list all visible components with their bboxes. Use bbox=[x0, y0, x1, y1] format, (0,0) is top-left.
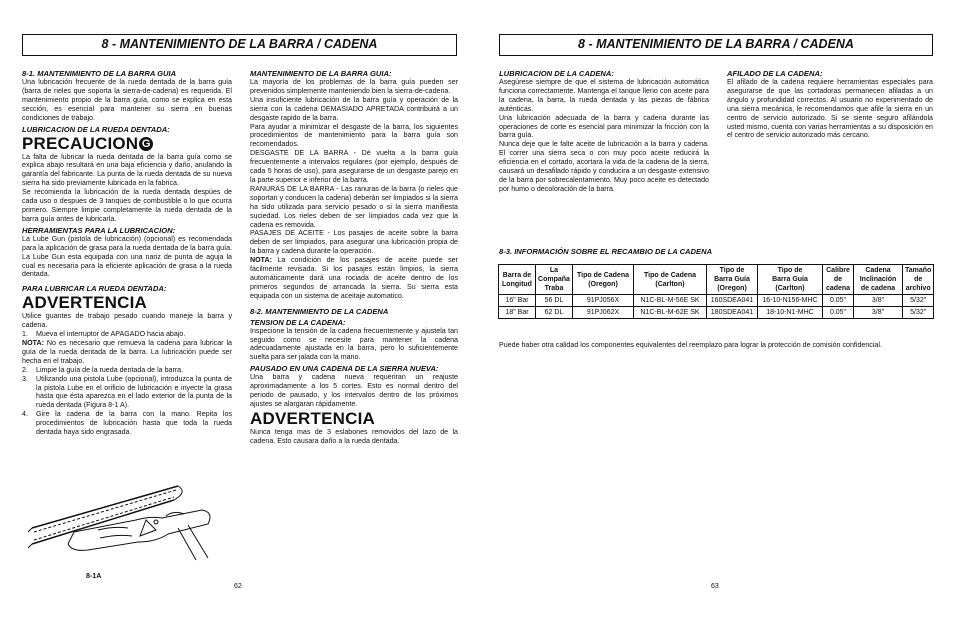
paragraph: Una lubricación frecuente de la rueda dentada de la barra guía (barra de rieles que soporta la sierra-de-cadena) es requerida. El mantenimiento propio de la barra guía, como se explica en esta sección, es esencial para mantener su sierra en buenas condiciones de trabajo. bbox=[22, 78, 232, 122]
right-column-1 bbox=[499, 67, 709, 194]
page-number: 63 bbox=[711, 583, 719, 590]
paragraph: Una lubricación adecuada de la barra y cadena durante las operaciones de corte es esencial para minimizar la fricción con la barra guía. bbox=[499, 113, 709, 140]
caution-badge-icon: G bbox=[139, 137, 153, 151]
column-header: Tipo de Cadena (Oregon) bbox=[573, 265, 634, 295]
column-header: Cadena Inclinación de cadena bbox=[854, 265, 903, 295]
paragraph: La falta de lubricar la rueda dentada de la barra guía como se explica abajo resultará en una baja eficiencia y daño, anulando la garantía del fabricante. La punta de la rueda dentada de su nueva sierra ha sido previamente lubricada en la fabrica. bbox=[22, 152, 232, 188]
paragraph: Inspecione la tensión de la cadena frecuentemente y ajustela tan seguido como se necesite para mantener la cadena adecuadamente ajustada en la barra, pero lo suficientemente suelta para ser jalada con la mano. bbox=[250, 326, 458, 362]
column-header: Tipo de Barra Guía (Oregon) bbox=[707, 265, 758, 295]
table-row bbox=[499, 307, 934, 319]
step-3: 3. Utilizando una pistola Lube (opcional), introduzca la punta de la pistola Lube en el orificio de lubricación e inyecte la grasa hasta que ésta aparezca en el lado exterior de la punta de la rueda dentada (Figura 8-1 A). bbox=[22, 374, 232, 410]
heading-to-lubricate: PARA LUBRICAR LA RUEDA DENTADA: bbox=[22, 284, 167, 294]
column-header: Tipo de Barra Guía (Carlton) bbox=[758, 265, 823, 295]
replacement-table-wrap bbox=[498, 264, 934, 319]
table-cell: 3/8" bbox=[854, 295, 903, 307]
column-header: La Compaña Traba bbox=[536, 265, 573, 295]
heading-sprocket-lubrication: LUBRICACION DE LA RUEDA DENTADA: bbox=[22, 124, 170, 134]
paragraph: Para ayudar a minimizar el desgaste de la barra, los siguientes procedimientos de mantenimiento para la barra guía son recomendados. bbox=[250, 122, 458, 149]
table-row bbox=[499, 295, 934, 307]
paragraph: Nunca deje que le falte aceite de lubricación a la barra y cadena. El correr una sierra seca o con muy poco aceite reducirá la eficiencia en el cortado, acortara la vida de la cadena de la sierra, causará un desafilado rápido y conducira a un desgaste extensivo de la barra por sobrecalentamiento. Muy poco aceite es detectado por humo o decoloración de la barra. bbox=[499, 140, 709, 193]
section-header: 8 - MANTENIMIENTO DE LA BARRA / CADENA bbox=[499, 34, 933, 56]
step-2: 2. Limpie la guía de la rueda dentada de la barra. bbox=[22, 365, 184, 374]
paragraph: Nunca tenga mas de 3 eslabones removidos del lazo de la cadena. Esto causara daño a la rueda dentada. bbox=[250, 427, 458, 445]
column-header: Tipo de Cadena (Carlton) bbox=[634, 265, 707, 295]
heading-chain-sharpening: AFILADO DE LA CADENA: bbox=[727, 69, 823, 78]
footnote: Puede haber otra calidad los componentes equivalentes del reemplazo para lograr la protección de comisión confidencial. bbox=[499, 341, 882, 349]
note: NOTA: No es necesario que remueva la cadena para lubricar la guía de la rueda dentada de la barra. La lubricación puede ser hecha en el trabajo. bbox=[22, 339, 232, 365]
paragraph: Utilice guantes de trabajo pesado cuando maneje la barra y cadena. bbox=[22, 312, 232, 330]
paragraph: El afilado de la cadena requiere herramientas especiales para asegurarse de que las cortadoras permanecen afiladas a un ángulo y profundidad correctos. Al usuario no experimentado de una sierra mecánica, le recomendamos que afile la sierra en un centro de servicio autorizado. Si se siente seguro afilándola usted mismo, cuenta con varias herramientas a su disposición en el centro de servicio autorizado más cercano. bbox=[727, 78, 933, 140]
paragraph: RANURAS DE LA BARRA - Las ranuras de la barra (o rieles que soportan y conducen la cadena) deberán ser limpiados si la sierra ha sido utilizada para servicio pesado o si la sierra manifiesta suciedad. Los rieles deben de ser limpiados cada vez que la cadena es removida. bbox=[250, 184, 458, 229]
heading-break-in: PAUSADO EN UNA CADENA DE LA SIERRA NUEVA: bbox=[250, 364, 439, 374]
replacement-table bbox=[498, 264, 934, 319]
paragraph: La mayoría de los problemas de la barra guía pueden ser prevenidos simplemente manteniendo bien la sierra-de-cadena. bbox=[250, 78, 458, 95]
table-header-row bbox=[499, 265, 934, 295]
table-cell: 18-10-N1-MHC bbox=[758, 307, 823, 319]
note: NOTA: La condición de los pasajes de aceite puede ser fácilmente revisada. Si los pasajes están limpios, la sierra automáticamente dará una rociada de aceite dentro de los primeros segundos de arrancada la sierra. Su sierra esta equipada con un sistema de aceitaje automatico. bbox=[250, 256, 458, 300]
caution-label: PRECAUCION bbox=[22, 133, 139, 153]
heading-chain-lubrication: LUBRICACION DE LA CADENA: bbox=[499, 69, 614, 78]
table-cell: 56 DL bbox=[536, 295, 573, 307]
warning-heading: ADVERTENCIA bbox=[250, 408, 375, 428]
caution-heading bbox=[22, 135, 232, 152]
left-column-2 bbox=[250, 67, 458, 446]
table-cell: 180SDEA041 bbox=[707, 307, 758, 319]
table-cell: 16" Bar bbox=[499, 295, 536, 307]
heading-chain-replacement: 8-3. INFORMACIÓN SOBRE EL RECAMBIO DE LA CADENA bbox=[499, 247, 713, 256]
step-1: 1. Mueva el interruptor de APAGADO hacia abajo. bbox=[22, 330, 186, 339]
paragraph: PASAJES DE ACEITE - Los pasajes de aceite sobre la barra deben de ser limpiados, para asegurar una lubricación propia de la barra y cadena durante la operación. bbox=[250, 229, 458, 256]
table-cell: 160SDEA041 bbox=[707, 295, 758, 307]
right-column-2 bbox=[727, 67, 933, 140]
column-header: Calibre de cadena bbox=[823, 265, 854, 295]
warning-heading: ADVERTENCIA bbox=[22, 293, 147, 313]
table-cell: 16-10-N156-MHC bbox=[758, 295, 823, 307]
heading-lubrication-tools: HERRAMIENTAS PARA LA LUBRICACION: bbox=[22, 225, 176, 235]
heading-chain-tension: TENSION DE LA CADENA: bbox=[250, 317, 346, 327]
step-4: 4. Gire la cadena de la barra con la mano. Repita los procedimientos de lubricación hasta que toda la rueda dentada haya sido engrasada. bbox=[22, 410, 232, 437]
figure-label: 8-1A bbox=[86, 572, 102, 580]
column-header: Barra de Longitud bbox=[499, 265, 536, 295]
paragraph: DESGASTE DE LA BARRA - Dé vuelta a la barra guía frecuentemente a intervalos regulares (por ejemplo, después de cada 5 horas de uso), para asegurarse de un desgaste parejo en la parte superior e inferior de la barra. bbox=[250, 149, 458, 184]
table-cell: N1C-BL-M-62E SK bbox=[634, 307, 707, 319]
section-header: 8 - MANTENIMIENTO DE LA BARRA / CADENA bbox=[22, 34, 457, 56]
table-cell: 0.05" bbox=[823, 295, 854, 307]
heading-guide-bar-maintenance: MANTENIMIENTO DE LA BARRA GUIA: bbox=[250, 69, 392, 78]
table-cell: N1C-BL-M-56E SK bbox=[634, 295, 707, 307]
table-cell: 3/8" bbox=[854, 307, 903, 319]
table-cell: 18" Bar bbox=[499, 307, 536, 319]
heading-chain-maintenance: 8-2. MANTENIMIENTO DE LA CADENA bbox=[250, 306, 389, 316]
table-cell: 5/32" bbox=[903, 295, 934, 307]
table-cell: 0.05" bbox=[823, 307, 854, 319]
table-cell: 91PJ056X bbox=[573, 295, 634, 307]
column-header: Tamaño de archivo bbox=[903, 265, 934, 295]
heading-bar-maintenance: 8-1. MANTENIMIENTO DE LA BARRA GUIA bbox=[22, 69, 177, 78]
paragraph: Se recomienda la lubricación de la rueda dentada despúes de cada uso o despues de 3 tanques de combustible o lo que ocurra primero. Siempre limpie completamente la rueda dentada de la barra guía antes de lubricarla. bbox=[22, 188, 232, 223]
table-cell: 91PJ062X bbox=[573, 307, 634, 319]
paragraph: La Lube Gun (pistola de lubricación) (opcional) es recomendada para la aplicación de grasa para la rueda dentada de la barra guía. La Lube Gun esta equipada con una nariz de punta de aguja la cual es necesaria para la eficiente aplicación de grasa a la rueda dentada. bbox=[22, 234, 232, 279]
paragraph: Asegúrese siempre de que el sistema de lubricación automática funciona correctamente. Mantenga el tanque lleno con aceite para la cadena, la barra, la rueda dentada y las piezas de fábrica auténticas. bbox=[499, 78, 709, 113]
paragraph: Una insuficiente lubricación de la barra guía y operación de la sierra con la cadena DEMASIADO APRETADA contribuirá a un desgaste rapido de la barra. bbox=[250, 95, 458, 122]
page-number: 62 bbox=[234, 583, 242, 590]
paragraph: Una barra y cadena nueva requeriran un reajuste aproximadamente a los 5 cortes. Esto es normal dentro del periodo de pausado, y los intervalos dentro de los próximos ajustes se alargaran rápidamente. bbox=[250, 373, 458, 408]
lube-gun-figure bbox=[28, 470, 228, 565]
left-column-1 bbox=[22, 67, 232, 437]
table-cell: 5/32" bbox=[903, 307, 934, 319]
right-page bbox=[477, 0, 954, 618]
table-cell: 62 DL bbox=[536, 307, 573, 319]
